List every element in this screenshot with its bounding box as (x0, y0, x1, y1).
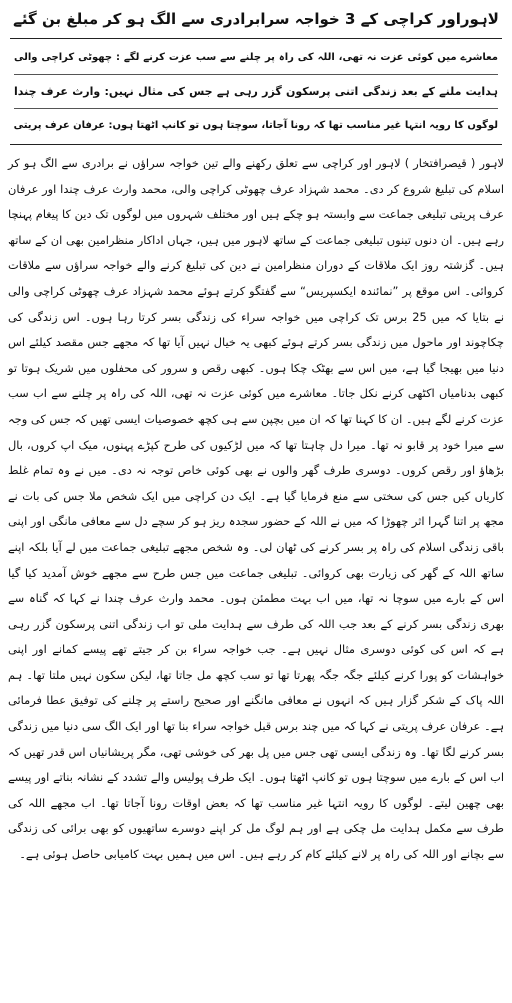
deck-line-3: لوگوں کا رویہ انتہا غیر مناسب تھا کہ رونا آجاتا، سوچتا ہوں تو کانپ اٹھتا ہوں: عرفان عرف پریتی (14, 120, 498, 131)
deck-line-2: ہدایت ملنے کے بعد زندگی اتنی پرسکون گزر رہی ہے جس کی مثال نہیں: وارث عرف چندا (14, 75, 498, 109)
article-body-text: لاہور ( قیصرافتخار ) لاہور اور کراچی سے تعلق رکھنے والے تین خواجہ سراؤں نے برادری سے الگ ہو کر اسلام کی تبلیغ شروع کر دی۔ محمد شہزاد عرف چھوٹی کراچی والی، محمد وارث عرف چندا اور عرفان عرف پریتی تبلیغی جماعت سے وابستہ ہو چکے ہیں اور مختلف شہروں میں لوگوں تک دین کا پیغام پہنچا رہے ہیں۔ ان دنوں تینوں تبلیغی جماعت کے ساتھ لاہور میں ہیں، جہاں اداکار منظرامین بھی ان کے ساتھ ہیں۔ گزشتہ روز ایک ملاقات کے دوران منظرامین نے دین کی تبلیغ کرنے والے خواجہ سراؤں سے ملاقات کروائی۔ اس موقع پر ”نمائندہ ایکسپریس“ سے گفتگو کرتے ہوئے محمد شہزاد عرف چھوٹی کراچی والی نے بتایا کہ میں 25 برس تک کراچی میں خواجہ سراء کی زندگی بسر کرتا رہا ہوں۔ اس زندگی کی چکاچوند اور ماحول میں زندگی بسر کرتے ہوئے کبھی یہ خیال نہیں آیا تھا کہ مجھے جس مقصد کیلئے اس دنیا میں بھیجا گیا ہے، میں اس سے بھٹک چکا ہوں۔ کبھی رقص و سرور کی محفلوں میں شریک ہوتا تو کبھی بدنامیاں اکٹھی کرنے نکل جاتا۔ معاشرے میں کوئی عزت نہ تھی، اللہ کی راہ پر چلنے سے اب سب عزت کرنے لگے ہیں۔ ان کا کہنا تھا کہ ان میں بچپن سے ہی کچھ خصوصیات ایسی تھیں کہ جس کی وجہ سے میرا خود پر قابو نہ تھا۔ میرا دل چاہتا تھا کہ میں لڑکیوں کی طرح کپڑے پہنوں، میک اپ کروں، بال بڑھاؤ اور رقص کروں۔ دوسری طرف گھر والوں نے بھی کوئی خاص توجہ نہ دی۔ میں نے وہ تمام غلط کاریاں کیں جس کی سختی سے منع فرمایا گیا ہے۔ ایک دن کراچی میں ایک شخص ملا جس کی بات نے مجھ پر اتنا گہرا اثر چھوڑا کہ میں نے اللہ کے حضور سجدہ ریز ہو کر سچے دل سے معافی مانگی اور اپنی باقی زندگی اسلام کی راہ پر بسر کرنے کی ٹھان لی۔ وہ شخص مجھے تبلیغی جماعت میں لے آیا بلکہ اپنے ساتھ اللہ کے گھر کی زیارت بھی کروائی۔ تبلیغی جماعت میں جس طرح سے مجھے خوش آمدید کیا گیا اس کے بارے میں سوچا نہ تھا، میں اب بہت مطمئن ہوں۔ محمد وارث عرف چندا نے کہا کہ گناہ سے بھری زندگی بسر کرنے کے بعد جب اللہ کی طرف سے ہدایت ملی تو اب زندگی اتنی پرسکون گزر رہی ہے کہ اس کی کوئی دوسری مثال نہیں ہے۔ جب خواجہ سراء بن کر جیتے تھے پیسے کمانے اور اپنی خواہشات کو پورا کرنے کیلئے جگہ جگہ پھرتا تھا تو سب کچھ مل جاتا تھا، لیکن سکون نہیں ملتا تھا۔ ہم اللہ پاک کے شکر گزار ہیں کہ انہوں نے معافی مانگنے اور صحیح راستے پر چلنے کی توفیق عطا فرمائی ہے۔ عرفان عرف پریتی نے کہا کہ میں چند برس قبل خواجہ سراء بنا تھا اور ایک الگ سی دنیا میں زندگی بسر کرنے لگا تھا۔ وہ زندگی ایسی تھی جس میں پل بھر کی خوشی تھی، مگر پریشانیاں اس قدر تھیں کہ اب اس کے بارے میں سوچتا ہوں تو کانپ اٹھتا ہوں۔ ایک طرف پولیس والے تشدد کے نشانہ بناتے اور پیسے بھی چھین لیتے۔ لوگوں کا رویہ انتہا غیر مناسب تھا کہ بعض اوقات رونا آجاتا تھا۔ اب مجھے اللہ کی طرف سے مکمل ہدایت مل چکی ہے اور ہم لوگ مل کر اپنے دوسرے ساتھیوں کو بھی برائی کی زندگی سے بچانے اور اللہ کی راہ پر لانے کیلئے کام کر رہے ہیں۔ اس میں ہمیں بہت کامیابی حاصل ہوئی ہے۔ (8, 156, 504, 862)
deck-line-1: معاشرے میں کوئی عزت نہ تھی، اللہ کی راہ پر چلنے سے سب عزت کرنے لگے : چھوٹی کراچی والی (14, 41, 498, 75)
headline: لاہوراور کراچی کے 3 خواجہ سرابرادری سے الگ ہو کر مبلغ بن گئے (13, 10, 499, 28)
article-body (8, 151, 504, 868)
deck-box (10, 38, 502, 145)
